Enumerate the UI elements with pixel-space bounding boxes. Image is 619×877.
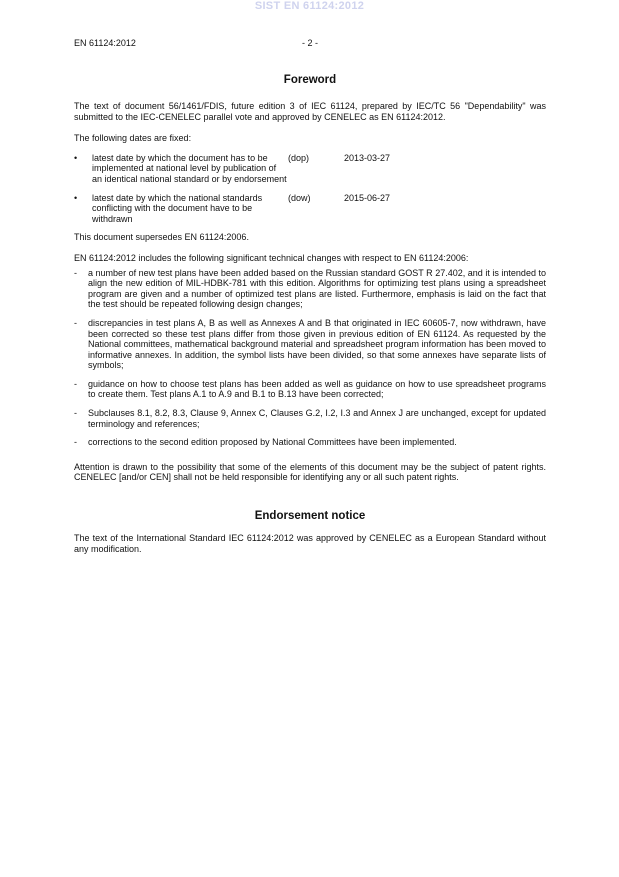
change-item [74, 379, 546, 400]
supersedes-note: This document supersedes EN 61124:2006. [74, 232, 249, 243]
date-abbreviation: (dow) [288, 192, 311, 203]
dash-marker: - [74, 267, 77, 278]
date-description: latest date by which the document has to be implemented at national level by publication of an identical national standard or by endorsement [92, 152, 287, 184]
watermark: SIST EN 61124:2012 [254, 0, 365, 12]
foreword-title: Foreword [283, 74, 337, 86]
change-text: guidance on how to choose test plans has been added as well as guidance on how to use spreadsheet programs to create them. Test plans A.1 to A.9 and B.1 to B.13 have been corrected; [88, 378, 546, 400]
date-value: 2013-03-27 [344, 152, 391, 163]
change-item [74, 268, 546, 310]
date-row-dow [74, 193, 546, 225]
endorsement-title: Endorsement notice [254, 510, 366, 523]
patent-notice: Attention is drawn to the possibility that some of the elements of this document may be the subject of patent rights. CENELEC [and/or CEN] shall not be held responsible for identifying any or all such patent rights. [74, 461, 546, 483]
dates-intro: The following dates are fixed: [74, 133, 192, 144]
header-doc-id: EN 61124:2012 [74, 38, 136, 48]
change-text: discrepancies in test plans A, B as well as Annexes A and B that originated in IEC 60605-7, now withdrawn, have been corrected so these test plans differ from those given in previous edition of EN 61124. As requested by the National committees, mathematical background material and spreadsheet program information has been moved to informative annexes. In addition, the symbol lists have been divided, so that some annexes have separate lists of symbols; [88, 317, 546, 371]
change-item [74, 437, 546, 448]
dash-marker: - [74, 437, 77, 448]
date-value: 2015-06-27 [344, 192, 391, 203]
date-row-dop [74, 153, 546, 185]
document-body [74, 73, 546, 554]
endorsement-text: The text of the International Standard IEC 61124:2012 was approved by CENELEC as a European Standard without any modification. [74, 533, 546, 554]
bullet-icon: • [74, 152, 78, 163]
change-text: a number of new test plans have been added based on the Russian standard GOST R 27.402, and it is intended to align the new edition of MIL-HDBK-781 with this edition. Algorithms for optimizing test plans using a spreadsheet program are given and a number of optimized test plans are listed. Furthermore, emphasis is laid on the fact that the test should be repeated following design changes; [88, 267, 546, 310]
bullet-icon: • [74, 192, 78, 203]
change-text: corrections to the second edition proposed by National Committees have been implemented. [88, 437, 457, 448]
change-item [74, 318, 546, 371]
change-item [74, 408, 546, 429]
dash-marker: - [74, 408, 77, 419]
date-description: latest date by which the national standards conflicting with the document have to be withdrawn [92, 192, 263, 224]
dash-marker: - [74, 378, 77, 389]
header-page-number: - 2 - [301, 38, 318, 48]
changes-intro: EN 61124:2012 includes the following significant technical changes with respect to EN 61124:2006: [74, 252, 469, 263]
changes-list [74, 268, 546, 448]
dash-marker: - [74, 317, 77, 328]
foreword-intro: The text of document 56/1461/FDIS, future edition 3 of IEC 61124, prepared by IEC/TC 56 "Dependability" was submitted to the IEC-CENELEC parallel vote and approved by CENELEC as EN 61124:2012. [74, 101, 546, 122]
date-abbreviation: (dop) [288, 152, 310, 163]
change-text: Subclauses 8.1, 8.2, 8.3, Clause 9, Annex C, Clauses G.2, I.2, I.3 and Annex J are unchanged, except for updated terminology and references; [88, 408, 546, 429]
page-header [74, 37, 546, 49]
dates-list [74, 153, 546, 225]
